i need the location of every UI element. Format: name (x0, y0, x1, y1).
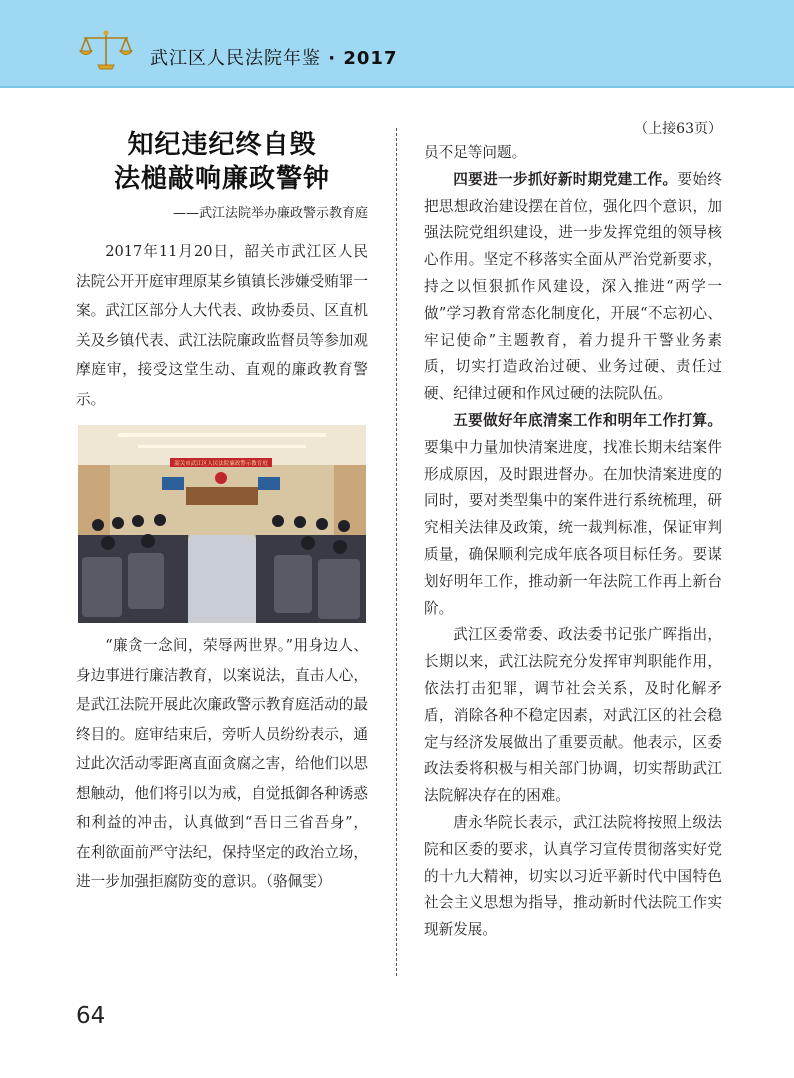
zhang-remarks-paragraph: 武江区委常委、政法委书记张广晖指出，长期以来，武江法院充分发挥审判职能作用，依法打击犯罪，调节社会关系，及时化解矛盾，消除各种不稳定因素，对武江区的社会稳定与经济发展做出了重要贡献。他表示，区委政法委将积极与相关部门协调，切实帮助武江法院解决存在的困难。 (424, 626, 722, 805)
tang-remarks-paragraph: 唐永华院长表示，武江法院将按照上级法院和区委的要求，认真学习宣传贯彻落实好党的十九大精神，切实以习近平新时代中国特色社会主义思想为指导，推动新时代法院工作实现新发展。 (424, 813, 722, 939)
article-title-line1: 知纪违纪终自毁 (127, 130, 317, 160)
continued-article-column (424, 118, 722, 944)
yearbook-title: 武江区人民法院年鉴 · 2017 (150, 48, 398, 69)
section-five-body: 要集中力量加快清案进度，找准长期未结案件形成原因，及时跟进督办。在加快清案进度的同时，要对类型集中的案件进行系统梳理，研究相关法律及政策，统一裁判标准，保证审判质量，确保顺利完成年底各项目标任务。要谋划好明年工作，推动新一年法院工作再上新台阶。 (424, 438, 722, 617)
section-four-paragraph (424, 167, 722, 408)
scales-of-justice-icon (78, 29, 134, 71)
courtroom-banner: 韶关市武江区人民法院廉政警示教育庭 (174, 461, 268, 467)
page-number: 64 (76, 1003, 106, 1029)
section-four-body: 要始终把思想政治建设摆在首位，强化四个意识，加强法院党组织建设，进一步发挥党组的领导核心作用。坚定不移落实全面从严治党新要求，持之以恒狠抓作风建设，深入推进“两学一做”学习教育常态化制度化，开展“不忘初心、牢记使命”主题教育，着力提升干警业务素质，切实打造政治过硬、业务过硬、责任过硬、纪律过硬和作风过硬的法院队伍。 (424, 170, 722, 403)
article-title-line2: 法槌敲响廉政警钟 (113, 164, 330, 194)
continued-from-note: （上接63页） (634, 121, 722, 137)
courtroom-illustration (78, 425, 366, 623)
article-paragraph-1: 2017年11月20日，韶关市武江区人民法院公开开庭审理原某乡镇镇长涉嫌受贿罪一案。武江区部分人大代表、政协委员、区直机关及乡镇代表、武江法院廉政监督员等参加观摩庭审，接受这堂生动、直观的廉政教育警示。 (76, 243, 368, 408)
section-five-paragraph (424, 408, 722, 622)
section-five-heading: 五要做好年底清案工作和明年工作打算。 (453, 411, 722, 429)
article-subtitle: ——武江法院举办廉政警示教育庭 (172, 206, 368, 221)
page-header (0, 0, 794, 86)
column-divider (396, 128, 397, 976)
article-left-column (76, 128, 368, 897)
courtroom-photo (78, 425, 366, 623)
header-divider (0, 86, 794, 88)
article-paragraph-2: “廉贪一念间，荣辱两世界。”用身边人、身边事进行廉洁教育，以案说法，直击人心，是武江法院开展此次廉政警示教育庭活动的最终目的。庭审结束后，旁听人员纷纷表示，通过此次活动零距离直面贪腐之害，给他们以思想触动，他们将引以为戒，自觉抵御各种诱惑和利益的冲击，认真做到“吾日三省吾身”，在利欲面前严守法纪，保持坚定的政治立场，进一步加强拒腐防变的意识。（骆佩雯） (76, 637, 368, 890)
continued-fragment: 员不足等问题。 (424, 144, 527, 161)
article-title (76, 128, 368, 196)
section-four-heading: 四要进一步抓好新时期党建工作。 (453, 170, 678, 188)
